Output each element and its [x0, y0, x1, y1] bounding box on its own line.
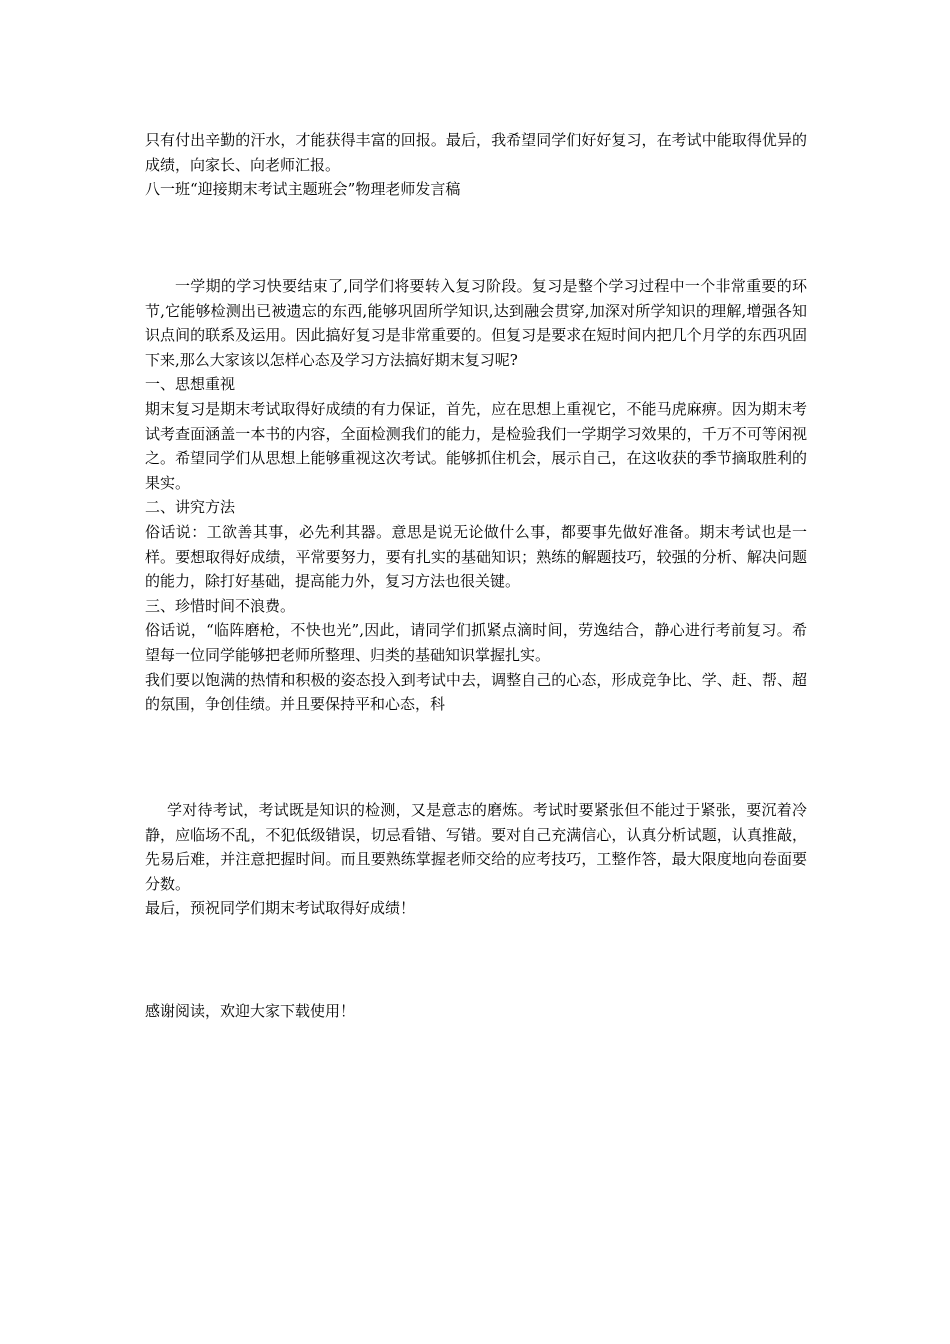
closing-paragraph: 学对待考试，考试既是知识的检测，又是意志的磨炼。考试时要紧张但不能过于紧张，要沉着冷静，应临场不乱，不犯低级错误，切忌看错、写错。要对自己充满信心，认真分析试题，认真推敲，先易后难，并注意把握时间。而且要熟练掌握老师交给的应考技巧，工整作答，最大限度地向卷面要分数。	[145, 801, 807, 893]
section-text-3: 俗话说，“临阵磨枪，不快也光”,因此，请同学们抓紧点滴时间，劳逸结合，静心进行考前复习。希望每一位同学能够把老师所整理、归类的基础知识掌握扎实。	[145, 621, 807, 664]
section-text-1: 期末复习是期末考试取得好成绩的有力保证，首先，应在思想上重视它，不能马虎麻痹。因为期末考试考查面涵盖一本书的内容，全面检测我们的能力，是检验我们一学期学习效果的，千万不可等闲视之。希望同学们从思想上能够重视这次考试。能够抓住机会，展示自己，在这收获的季节摘取胜利的果实。	[145, 399, 807, 492]
section-heading-2: 二、讲究方法	[145, 498, 236, 517]
document-title: 八一班“迎接期末考试主题班会”物理老师发言稿	[145, 180, 461, 199]
opening-paragraph: 只有付出辛勤的汗水，才能获得丰富的回报。最后，我希望同学们好好复习，在考试中能取得优异的成绩，向家长、向老师汇报。	[145, 131, 807, 174]
top-section	[145, 128, 807, 202]
body-section	[145, 274, 807, 717]
thanks-section	[145, 999, 807, 1024]
closing-section	[145, 798, 807, 921]
intro-paragraph: 一学期的学习快要结束了,同学们将要转入复习阶段。复习是整个学习过程中一个非常重要的环节,它能够检测出已被遗忘的东西,能够巩固所学知识,达到融会贯穿,加深对所学知识的理解,增强各知识点间的联系及运用。因此搞好复习是非常重要的。但复习是要求在短时间内把几个月学的东西巩固下来,那么大家该以怎样心态及学习方法搞好期末复习呢?	[145, 277, 807, 369]
final-wish: 最后，预祝同学们期末考试取得好成绩！	[145, 899, 416, 918]
thanks-line: 感谢阅读，欢迎大家下载使用！	[145, 1002, 356, 1020]
section-heading-1: 一、思想重视	[145, 375, 236, 394]
section-text-3b: 我们要以饱满的热情和积极的姿态投入到考试中去，调整自己的心态，形成竞争比、学、赶、帮、超的氛围，争创佳绩。并且要保持平和心态，科	[145, 670, 807, 714]
section-text-2: 俗话说：工欲善其事，必先利其器。意思是说无论做什么事，都要事先做好准备。期末考试也是一样。要想取得好成绩，平常要努力，要有扎实的基础知识；熟练的解题技巧，较强的分析、解决问题的能力，除打好基础，提高能力外，复习方法也很关键。	[145, 522, 807, 591]
section-heading-3: 三、珍惜时间不浪费。	[145, 596, 296, 615]
